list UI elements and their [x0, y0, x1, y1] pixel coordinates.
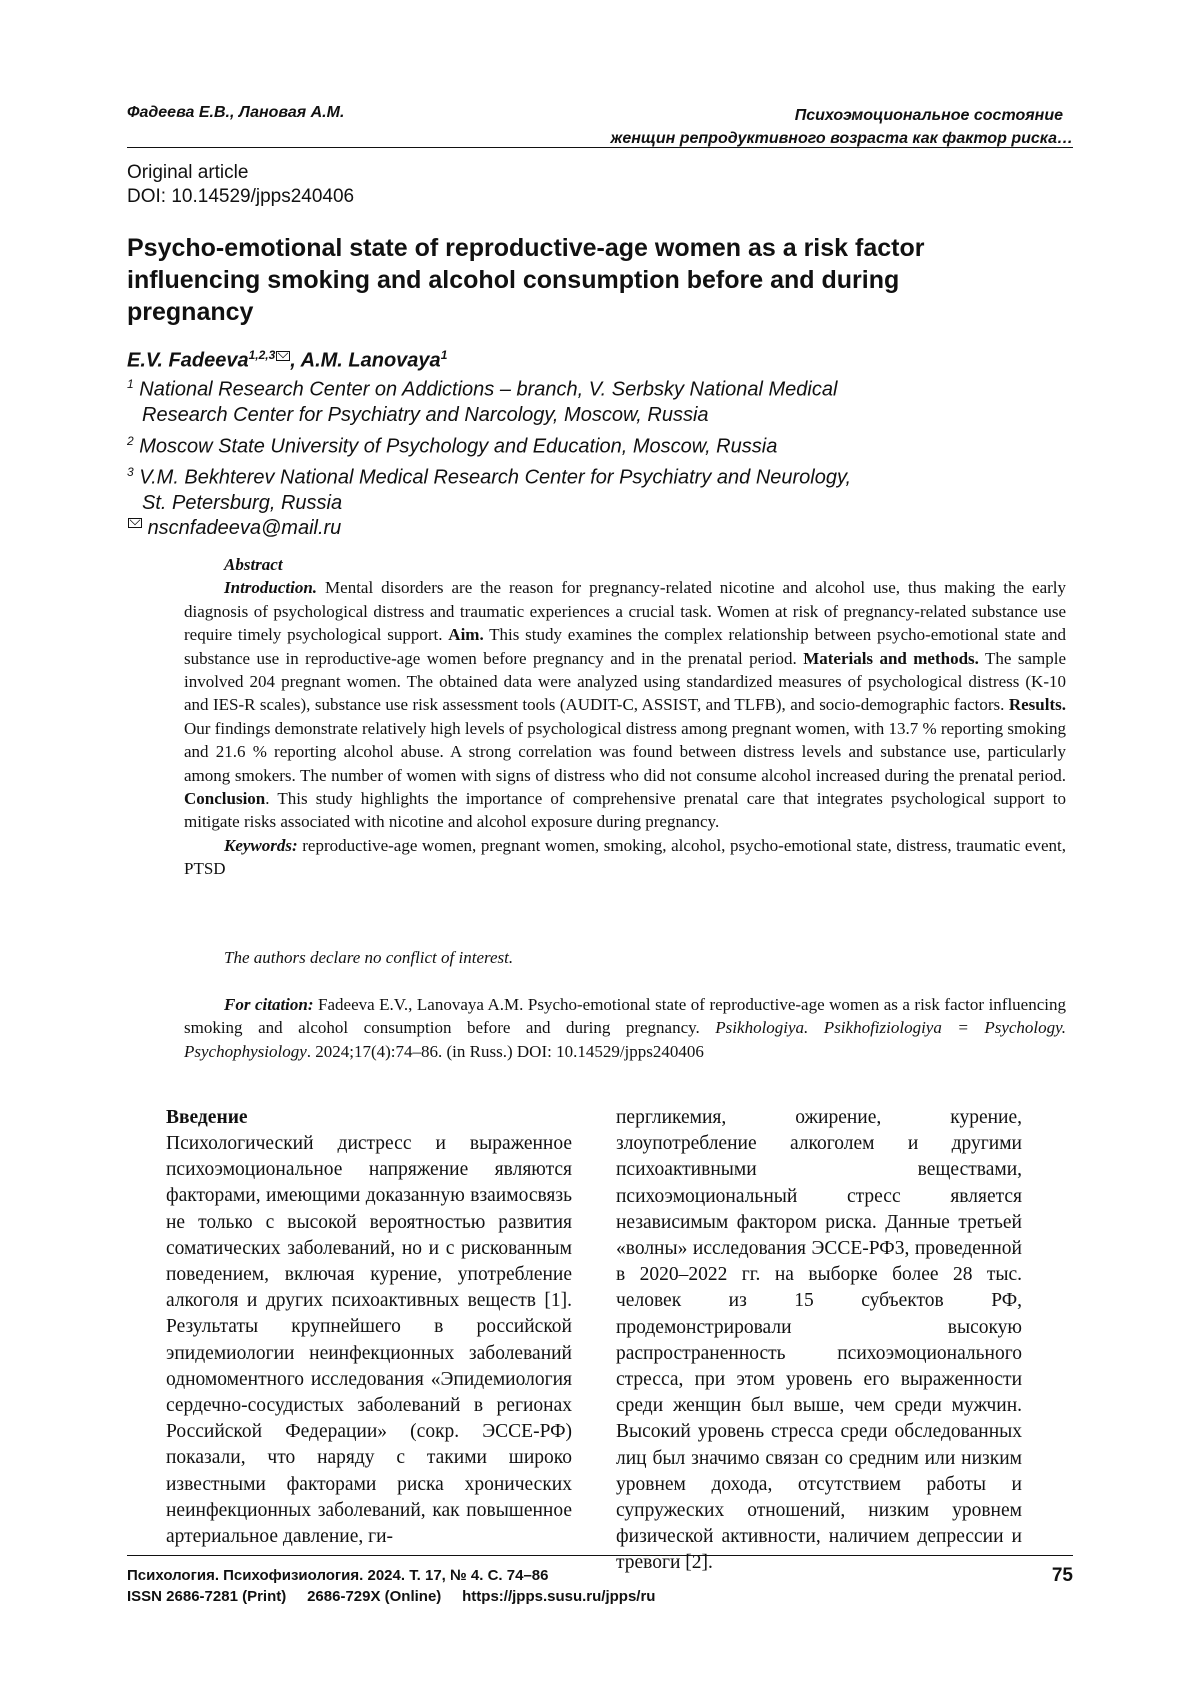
affiliation-number: 3: [127, 464, 134, 479]
envelope-icon: [276, 351, 290, 361]
article-doi: DOI: 10.14529/jpps240406: [127, 186, 355, 207]
body-paragraph: Психологический дистресс и выраженное психоэмоциональное напряжение являются факторами, имеющими доказанную взаимосвязь не только с высокой вероятностью развития соматических заболеваний, но и с рискованным поведением, включая курение, употребление алкоголя и других психоактивных веществ [1]. Результаты крупнейшего в российской эпидемиологии неинфекционных заболеваний одномоментного исследования «Эпидемиология сердечно-сосудистых заболеваний в регионах Российской Федерации» (сокр. ЭССЕ-РФ) показали, что наряду с такими широко известными факторами риска хронических неинфекционных заболеваний, как повышенное артериальное давление, ги-: [166, 1133, 572, 1548]
footer-journal-info: Психология. Психофизиология. 2024. Т. 17, № 4. С. 74–86: [127, 1567, 549, 1584]
header-divider: [127, 147, 1073, 148]
abstract-text: This study examines the complex relationship between psycho-emotional state and substance use in reproductive-age women before pregnancy and in the prenatal period.: [184, 625, 1066, 668]
envelope-icon: [128, 518, 142, 528]
affiliation-item: [127, 372, 851, 403]
abstract-text: Our findings demonstrate relatively high levels of psychological distress among pregnant women, with 13.7 % reporting smoking and 21.6 % reporting alcohol abuse. A strong correlation was found between distress levels and substance use, particularly among smokers. The number of women with signs of distress who did not consume alcohol increased during the prenatal period.: [184, 718, 1066, 785]
affiliation-list: [127, 372, 851, 542]
citation-block: [184, 993, 1066, 1063]
author-affiliation-marks: 1: [440, 348, 448, 362]
abstract-label-aim: Aim.: [448, 625, 484, 645]
keywords: [184, 834, 1066, 881]
keywords-text: reproductive-age women, pregnant women, smoking, alcohol, psycho-emotional state, distress, traumatic event, PTSD: [184, 835, 1066, 879]
abstract-text: Mental disorders are the reason for pregnancy-related nicotine and alcohol use, thus making the early diagnosis of psychological distress and traumatic experiences a crucial task. Women at risk of pregnancy-related substance use require timely psychological support.: [184, 578, 1066, 645]
citation-text: Fadeeva E.V., Lanovaya A.M. Psycho-emotional state of reproductive-age women as a risk factor influencing smoking and alcohol consumption before and during pregnancy.: [184, 995, 1066, 1038]
article-type: Original article: [127, 162, 249, 183]
running-header-authors: Фадеева Е.В., Лановая А.М.: [127, 104, 345, 121]
article-title: Psycho-emotional state of reproductive-age women as a risk factor influencing smoking and alcohol consumption before and during pregnancy: [127, 234, 925, 326]
page-number: 75: [1051, 1565, 1073, 1586]
footer-issn-url: ISSN 2686-7281 (Print) 2686-729X (Online) https://jpps.susu.ru/jpps/ru: [127, 1588, 656, 1605]
body-column-right: [616, 1105, 1022, 1577]
corresponding-email: [127, 516, 851, 542]
affiliation-number: 2: [127, 433, 134, 448]
body-paragraph: пергликемия, ожирение, курение, злоупотребление алкоголем и другими психоактивными веществами, психоэмоциональный стресс является независимым фактором риска. Данные третьей «волны» исследования ЭССЕ-РФ3, проведенной в 2020–2022 гг. на выборке более 28 тыс. человек из 15 субъектов РФ, продемонстрировали высокую распространенность психоэмоционального стресса, при этом уровень его выраженности среди женщин был выше, чем среди мужчин. Высокий уровень стресса среди обследованных лиц был значимо связан со средним или низким уровнем дохода, отсутствием работы и супружеских отношений, низким уровнем физической активности, наличием депрессии и тревоги [2].: [616, 1107, 1022, 1574]
citation-label: For citation:: [224, 995, 314, 1014]
author-name: E.V. Fadeeva: [127, 349, 249, 372]
affiliation-text: National Research Center on Addictions – branch, V. Serbsky National Medical: [139, 378, 838, 401]
affiliation-text: Moscow State University of Psychology and Education, Moscow, Russia: [139, 435, 778, 458]
affiliation-item-continuation: St. Petersburg, Russia: [142, 491, 343, 514]
running-title-line2: женщин репродуктивного возраста как фактор риска…: [610, 130, 1073, 147]
section-heading-introduction: Введение: [166, 1107, 248, 1128]
running-title-line1: Психоэмоциональное состояние: [794, 107, 1063, 124]
abstract-text: . This study highlights the importance of comprehensive prenatal care that integrates psychological support to mitigate risks associated with nicotine and alcohol exposure during pregnancy.: [184, 789, 1066, 832]
author-name: , A.M. Lanovaya: [290, 349, 441, 372]
affiliation-item: [127, 460, 851, 491]
abstract-heading: Abstract: [224, 555, 283, 574]
abstract-label-introduction: Introduction.: [224, 578, 318, 598]
affiliation-item: [127, 429, 851, 460]
footer-divider: [127, 1555, 1073, 1556]
email-address: nscnfadeeva@mail.ru: [147, 517, 342, 540]
affiliation-text: V.M. Bekhterev National Medical Research Center for Psychiatry and Neurology,: [139, 466, 852, 489]
abstract-text: The sample involved 204 pregnant women. The obtained data were analyzed using standardized measures of psychological distress (K-10 and IES-R scales), substance use risk assessment tools (AUDIT-C, ASSIST, and TLFB), and socio-demographic factors.: [184, 648, 1066, 715]
conflict-statement: The authors declare no conflict of interest.: [224, 948, 514, 967]
abstract-body: [184, 576, 1066, 833]
author-list: [127, 348, 447, 373]
abstract-label-conclusion: Conclusion: [184, 789, 266, 809]
author-affiliation-marks: 1,2,3: [248, 348, 276, 362]
affiliation-item-continuation: Research Center for Psychiatry and Narcology, Moscow, Russia: [142, 404, 709, 427]
running-header-title: [453, 104, 1073, 150]
body-column-left: [166, 1105, 572, 1550]
abstract-label-results: Results.: [1008, 695, 1066, 715]
abstract-label-methods: Materials and methods.: [803, 648, 979, 668]
keywords-label: Keywords:: [224, 835, 298, 855]
abstract-block: [184, 553, 1066, 881]
citation-journal: Psikhologiya. Psikhofiziologiya = Psychology. Psychophysiology: [184, 1018, 1067, 1061]
citation-text: . 2024;17(4):74–86. (in Russ.) DOI: 10.14529/jpps240406: [306, 1041, 704, 1061]
affiliation-number: 1: [127, 377, 134, 391]
